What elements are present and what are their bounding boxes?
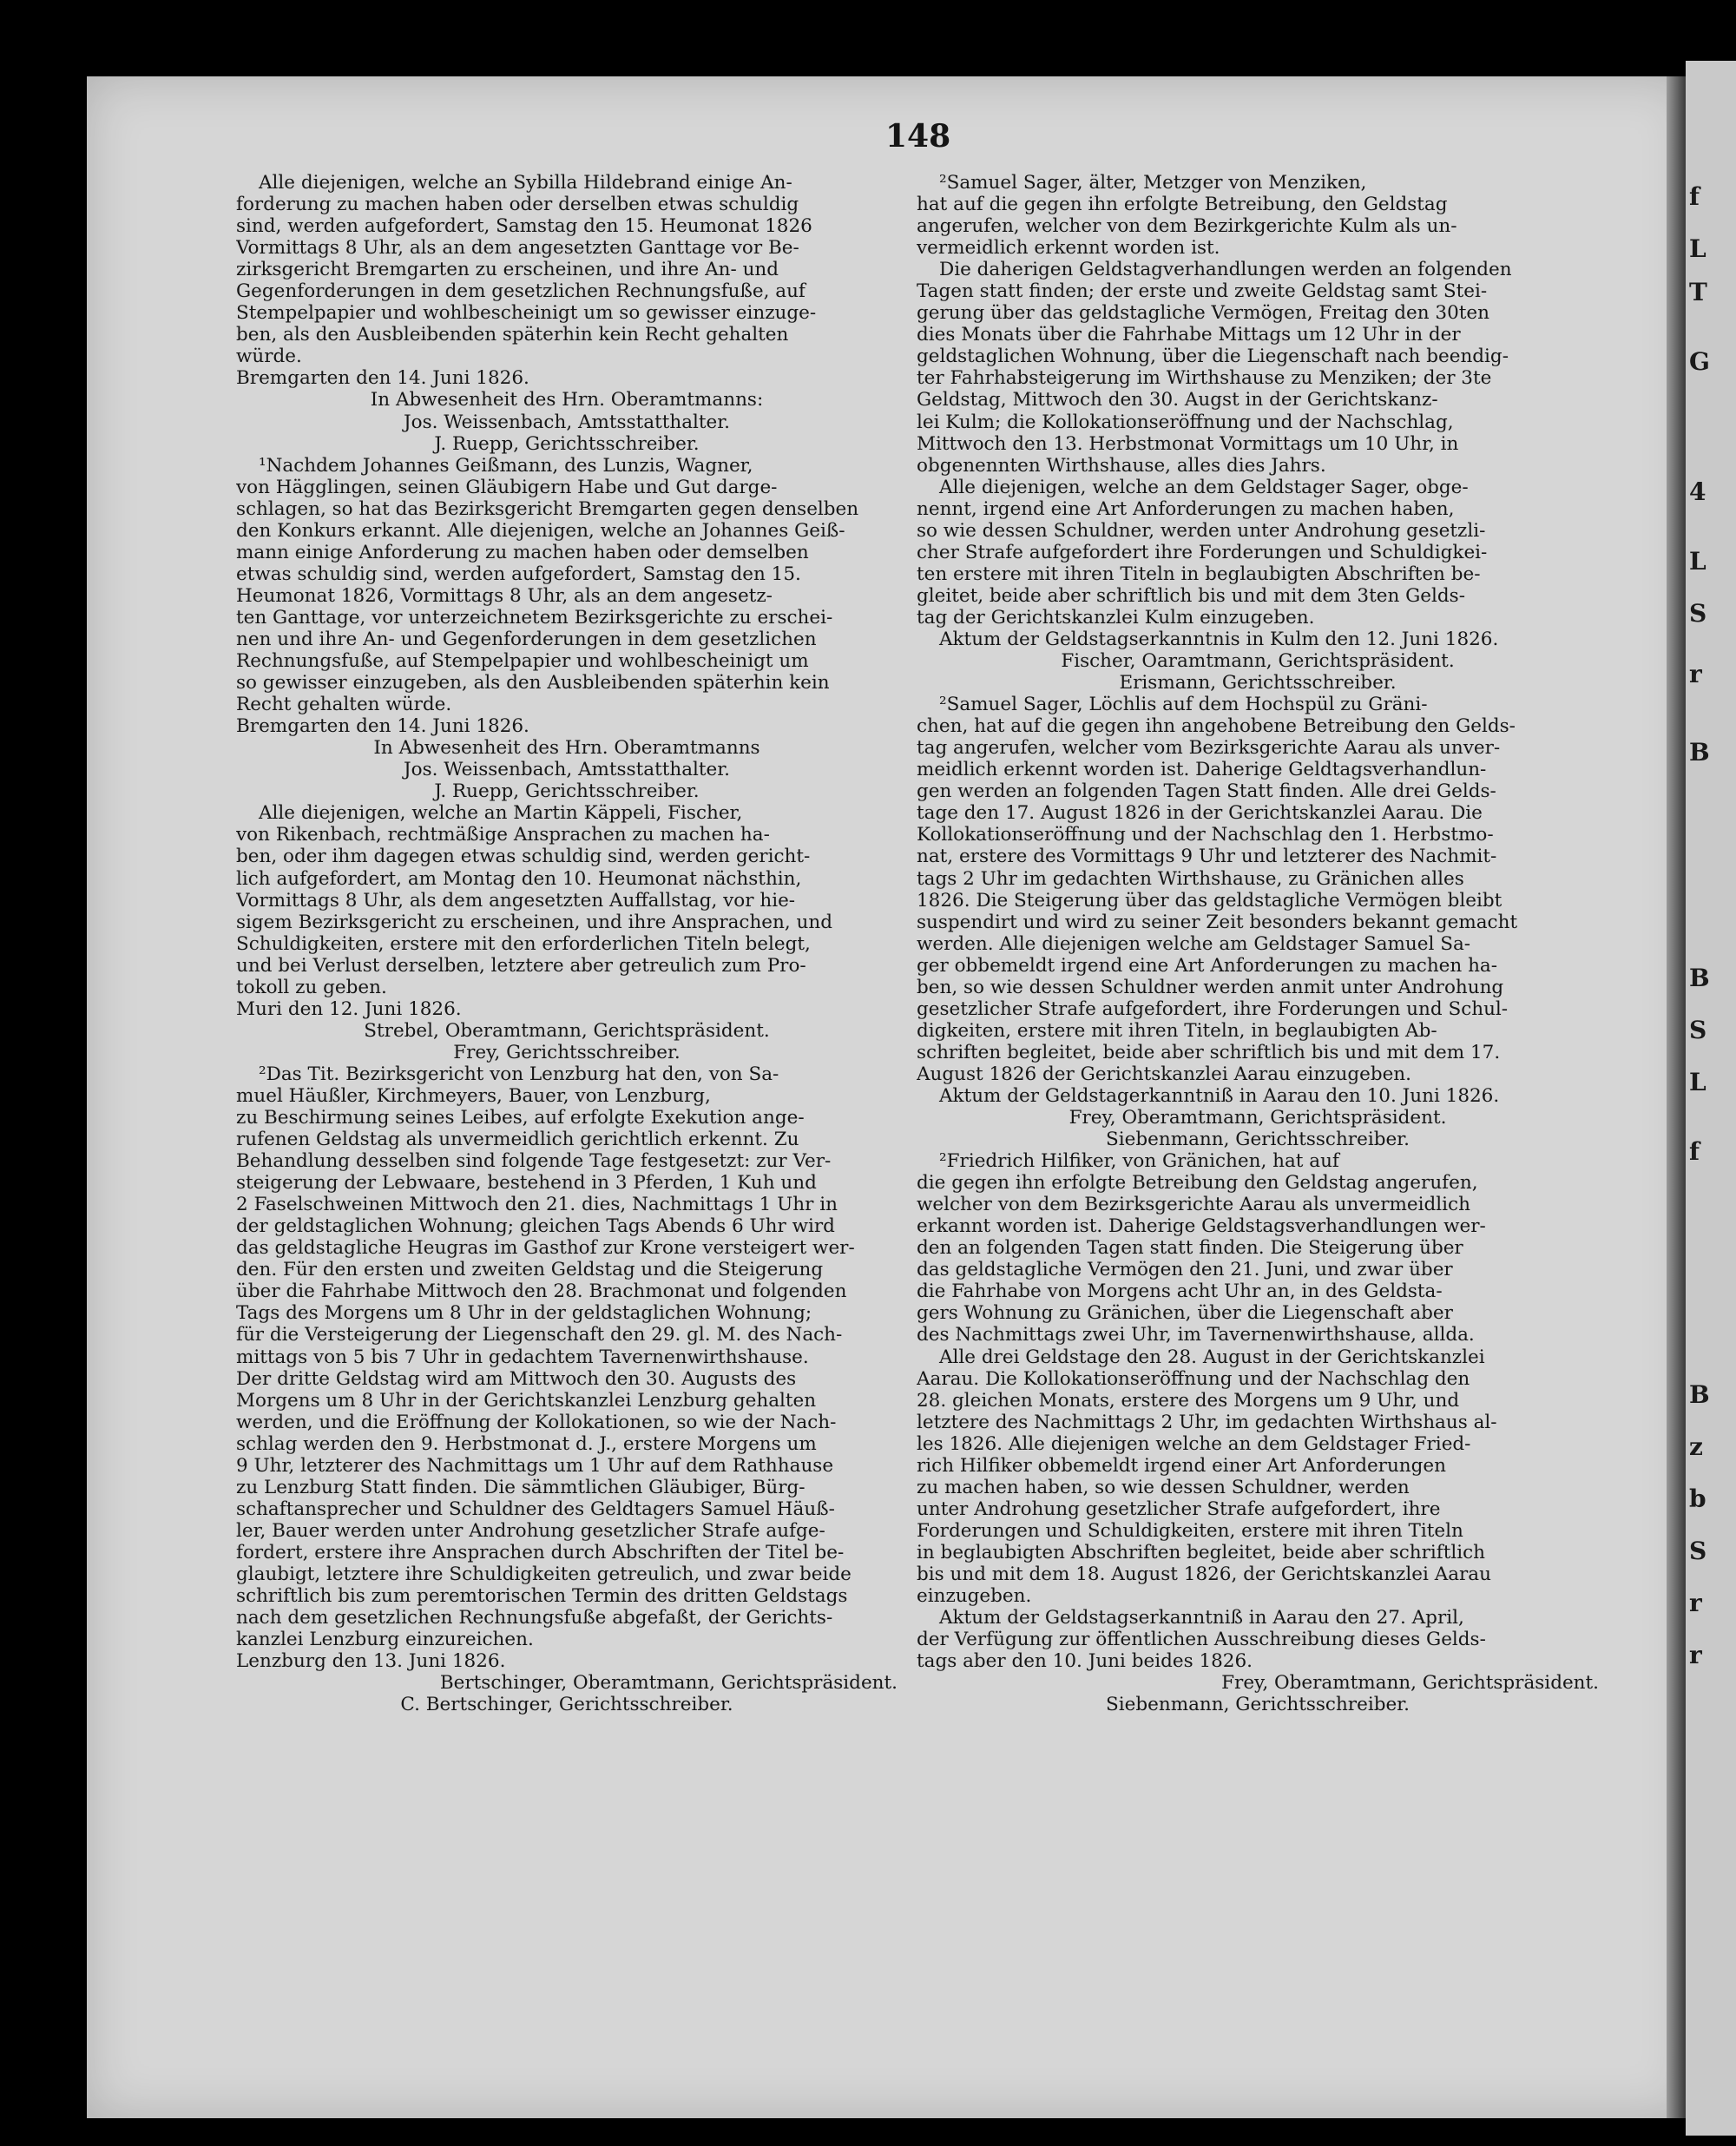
text-line: Alle diejenigen, welche an Martin Käppeli, Fischer,: [259, 802, 743, 825]
text-line: J. Ruepp, Gerichtsschreiber.: [434, 432, 700, 455]
text-line: ²Das Tit. Bezirksgericht von Lenzburg hat den, von Sa-: [259, 1063, 779, 1085]
text-line: Alle drei Geldstage den 28. August in der Gerichtskanzlei: [939, 1346, 1485, 1368]
text-line: J. Ruepp, Gerichtsschreiber.: [434, 780, 700, 803]
next-page-edge: [1686, 61, 1736, 2136]
text-line: einzugeben.: [917, 1585, 1032, 1608]
text-line: zu Beschirmung seines Leibes, auf erfolgte Exekution ange-: [236, 1107, 805, 1129]
text-line: von Hägglingen, seinen Gläubigern Habe und Gut darge-: [236, 476, 778, 498]
next-page-fragment: b: [1689, 1484, 1706, 1513]
text-line: würde.: [236, 346, 302, 368]
text-line: Aktum der Geldstagserkanntniß in Aarau den 27. April,: [939, 1607, 1464, 1629]
text-line: für die Versteigerung der Liegenschaft den 29. gl. M. des Nach-: [236, 1324, 843, 1346]
text-line: letztere des Nachmittags 2 Uhr, im gedachten Wirthshaus al-: [917, 1411, 1497, 1433]
text-line: Die daherigen Geldstagverhandlungen werden an folgenden: [939, 259, 1512, 281]
text-line: Frey, Oberamtmann, Gerichtspräsident.: [1069, 1107, 1447, 1129]
next-page-fragment: L: [1689, 234, 1706, 263]
right-column: [917, 172, 1599, 1715]
text-line: die gegen ihn erfolgte Betreibung den Geldstag angerufen,: [917, 1172, 1478, 1195]
text-line: Siebenmann, Gerichtsschreiber.: [1106, 1694, 1410, 1716]
text-line: Frey, Oberamtmann, Gerichtspräsident.: [1221, 1672, 1599, 1695]
text-line: 28. gleichen Monats, erstere des Morgens um 9 Uhr, und: [917, 1389, 1460, 1412]
text-line: Strebel, Oberamtmann, Gerichtspräsident.: [364, 1019, 770, 1042]
text-line: Jos. Weissenbach, Amtsstatthalter.: [404, 411, 730, 433]
text-line: so wie dessen Schuldner, werden unter Androhung gesetzli-: [917, 519, 1486, 542]
next-page-fragment: 4: [1689, 477, 1706, 506]
text-line: ²Samuel Sager, Löchlis auf dem Hochspül zu Gräni-: [939, 694, 1428, 716]
text-line: gleitet, beide aber schriftlich bis und mit dem 3ten Gelds-: [917, 584, 1465, 607]
text-line: Erismann, Gerichtsschreiber.: [1119, 672, 1397, 694]
text-line: Aktum der Geldstagserkanntnis in Kulm den 12. Juni 1826.: [939, 628, 1499, 650]
next-page-fragment: r: [1689, 660, 1702, 688]
text-line: ben, als den Ausbleibenden späterhin kein Recht gehalten: [236, 324, 789, 346]
text-line: Bremgarten den 14. Juni 1826.: [236, 367, 529, 390]
text-line: Fischer, Oaramtmann, Gerichtspräsident.: [1061, 650, 1455, 673]
text-line: Heumonat 1826, Vormittags 8 Uhr, als an dem angesetz-: [236, 584, 773, 607]
next-page-fragment: z: [1689, 1432, 1703, 1461]
text-line: Schuldigkeiten, erstere mit den erforderlichen Titeln belegt,: [236, 932, 811, 955]
text-line: Alle diejenigen, welche an dem Geldstager Sager, obge-: [939, 476, 1469, 498]
text-line: etwas schuldig sind, werden aufgefordert, Samstag den 15.: [236, 563, 801, 585]
text-line: meidlich erkennt worden ist. Daherige Geldtagsverhandlun-: [917, 759, 1487, 781]
next-page-fragment: S: [1689, 1537, 1707, 1565]
text-line: werden, und die Eröffnung der Kollokationen, so wie der Nach-: [236, 1411, 837, 1433]
text-line: fordert, erstere ihre Ansprachen durch Abschriften der Titel be-: [236, 1541, 845, 1563]
text-line: obgenennten Wirthshause, alles dies Jahrs.: [917, 454, 1326, 477]
text-line: Alle diejenigen, welche an Sybilla Hildebrand einige An-: [259, 172, 792, 194]
text-line: der geldstaglichen Wohnung; gleichen Tags Abends 6 Uhr wird: [236, 1215, 835, 1238]
next-page-fragment: G: [1689, 347, 1710, 376]
text-line: welcher von dem Bezirksgerichte Aarau als unvermeidlich: [917, 1194, 1470, 1216]
text-line: zu machen haben, so wie dessen Schuldner, werden: [917, 1476, 1410, 1498]
text-line: tags aber den 10. Juni beides 1826.: [917, 1650, 1253, 1673]
book-gutter: [1667, 76, 1686, 2118]
next-page-fragment: r: [1689, 1641, 1702, 1669]
text-line: Lenzburg den 13. Juni 1826.: [236, 1650, 506, 1673]
text-line: erkannt worden ist. Daherige Geldstagsverhandlungen wer-: [917, 1215, 1486, 1238]
next-page-fragment: B: [1689, 738, 1710, 767]
next-page-fragment: S: [1689, 599, 1707, 628]
next-page-fragment: f: [1689, 182, 1700, 211]
text-line: lei Kulm; die Kollokationseröffnung und der Nachschlag,: [917, 411, 1454, 433]
text-line: Stempelpapier und wohlbescheinigt um so gewisser einzuge-: [236, 302, 817, 325]
text-line: ben, oder ihm dagegen etwas schuldig sind, werden gericht-: [236, 846, 811, 868]
left-column: [236, 172, 898, 1715]
text-line: 1826. Die Steigerung über das geldstagliche Vermögen bleibt: [917, 889, 1503, 912]
text-line: rich Hilfiker obbemeldt irgend einer Art Anforderungen: [917, 1454, 1446, 1477]
text-line: August 1826 der Gerichtskanzlei Aarau einzugeben.: [917, 1063, 1411, 1085]
text-line: Gegenforderungen in dem gesetzlichen Rechnungsfuße, auf: [236, 280, 806, 303]
text-line: Bertschinger, Oberamtmann, Gerichtspräsident.: [439, 1672, 898, 1695]
text-line: gerung über das geldstagliche Vermögen, Freitag den 30ten: [917, 302, 1490, 325]
text-line: ²Friedrich Hilfiker, von Gränichen, hat auf: [939, 1150, 1339, 1173]
next-page-fragment: L: [1689, 547, 1706, 576]
text-line: geldstaglichen Wohnung, über die Liegenschaft nach beendig-: [917, 346, 1509, 368]
text-line: sigem Bezirksgericht zu erscheinen, und ihre Ansprachen, und: [236, 911, 833, 933]
text-line: ben, so wie dessen Schuldner werden anmit unter Androhung: [917, 976, 1504, 998]
text-line: hat auf die gegen ihn erfolgte Betreibung, den Geldstag: [917, 194, 1448, 216]
text-line: gesetzlicher Strafe aufgefordert, ihre Forderungen und Schul-: [917, 997, 1509, 1020]
text-line: schriften begleitet, beide aber schriftlich bis und mit dem 17.: [917, 1041, 1501, 1063]
text-line: sind, werden aufgefordert, Samstag den 15. Heumonat 1826: [236, 215, 812, 238]
text-line: schriftlich bis zum peremtorischen Termin des dritten Geldstags: [236, 1585, 848, 1608]
text-line: tag der Gerichtskanzlei Kulm einzugeben.: [917, 606, 1315, 629]
text-line: bis und mit dem 18. August 1826, der Gerichtskanzlei Aarau: [917, 1563, 1491, 1585]
text-line: ler, Bauer werden unter Androhung gesetzlicher Strafe aufge-: [236, 1519, 825, 1542]
text-line: gers Wohnung zu Gränichen, über die Liegenschaft aber: [917, 1302, 1453, 1325]
text-line: nen und ihre An- und Gegenforderungen in dem gesetzlichen: [236, 628, 817, 650]
text-line: les 1826. Alle diejenigen welche an dem Geldstager Fried-: [917, 1432, 1471, 1455]
text-line: Siebenmann, Gerichtsschreiber.: [1106, 1129, 1410, 1151]
next-page-fragment: r: [1689, 1589, 1702, 1617]
text-line: das geldstagliche Heugras im Gasthof zur Krone versteigert wer-: [236, 1237, 855, 1260]
text-line: dies Monats über die Fahrhabe Mittags um 12 Uhr in der: [917, 324, 1461, 346]
text-line: nennt, irgend eine Art Anforderungen zu machen haben,: [917, 497, 1455, 520]
text-line: tag angerufen, welcher vom Bezirksgerichte Aarau als unver-: [917, 737, 1501, 760]
text-line: glaubigt, letztere ihre Schuldigkeiten getreulich, und zwar beide: [236, 1563, 852, 1585]
text-line: unter Androhung gesetzlicher Strafe aufgefordert, ihre: [917, 1498, 1441, 1520]
text-line: den. Für den ersten und zweiten Geldstag und die Steigerung: [236, 1259, 824, 1281]
text-line: suspendirt und wird zu seiner Zeit besonders bekannt gemacht: [917, 911, 1518, 933]
text-line: Muri den 12. Juni 1826.: [236, 997, 462, 1020]
text-line: Rechnungsfuße, auf Stempelpapier und wohlbescheinigt um: [236, 650, 809, 673]
page-number: 148: [885, 118, 951, 155]
text-line: Morgens um 8 Uhr in der Gerichtskanzlei Lenzburg gehalten: [236, 1389, 817, 1412]
text-line: 9 Uhr, letzterer des Nachmittags um 1 Uhr auf dem Rathhause: [236, 1454, 834, 1477]
text-line: Recht gehalten würde.: [236, 694, 452, 716]
text-line: lich aufgefordert, am Montag den 10. Heumonat nächsthin,: [236, 867, 802, 890]
text-line: des Nachmittags zwei Uhr, im Tavernenwirthshause, allda.: [917, 1324, 1475, 1346]
text-line: nach dem gesetzlichen Rechnungsfuße abgefaßt, der Gerichts-: [236, 1607, 833, 1629]
text-line: gen werden an folgenden Tagen Statt finden. Alle drei Gelds-: [917, 780, 1496, 803]
text-line: schaftansprecher und Schuldner des Geldtagers Samuel Häuß-: [236, 1498, 835, 1520]
text-line: Vormittags 8 Uhr, als an dem angesetzten Ganttage vor Be-: [236, 237, 799, 260]
text-line: Tagen statt finden; der erste und zweite Geldstag samt Stei-: [917, 280, 1488, 303]
text-line: von Rikenbach, rechtmäßige Ansprachen zu machen ha-: [236, 824, 770, 846]
text-line: zu Lenzburg Statt finden. Die sämmtlichen Gläubiger, Bürg-: [236, 1476, 806, 1498]
next-page-fragment: T: [1689, 278, 1707, 306]
text-line: Mittwoch den 13. Herbstmonat Vormittags um 10 Uhr, in: [917, 432, 1459, 455]
next-page-fragment: B: [1689, 1380, 1710, 1409]
text-line: mann einige Anforderung zu machen haben oder demselben: [236, 541, 809, 563]
next-page-fragment: B: [1689, 964, 1710, 992]
text-line: Tags des Morgens um 8 Uhr in der geldstaglichen Wohnung;: [236, 1302, 812, 1325]
text-line: Vormittags 8 Uhr, als dem angesetzten Auffallstag, vor hie-: [236, 889, 796, 912]
text-line: Forderungen und Schuldigkeiten, erstere mit ihren Titeln: [917, 1519, 1463, 1542]
text-line: cher Strafe aufgefordert ihre Forderungen und Schuldigkei-: [917, 541, 1488, 563]
text-line: über die Fahrhabe Mittwoch den 28. Brachmonat und folgenden: [236, 1280, 847, 1303]
text-line: vermeidlich erkennt worden ist.: [917, 237, 1220, 260]
text-line: Jos. Weissenbach, Amtsstatthalter.: [404, 759, 730, 781]
text-line: 2 Faselschweinen Mittwoch den 21. dies, Nachmittags 1 Uhr in: [236, 1194, 838, 1216]
text-line: so gewisser einzugeben, als den Ausbleibenden späterhin kein: [236, 672, 830, 694]
text-line: das geldstagliche Vermögen den 21. Juni, und zwar über: [917, 1259, 1453, 1281]
text-line: In Abwesenheit des Hrn. Oberamtmanns: [373, 737, 760, 760]
next-page-fragment: L: [1689, 1068, 1706, 1096]
text-line: forderung zu machen haben oder derselben etwas schuldig: [236, 194, 799, 216]
text-line: rufenen Geldstag als unvermeidlich gerichtlich erkennt. Zu: [236, 1129, 799, 1151]
text-line: Kollokationseröffnung und der Nachschlag den 1. Herbstmo-: [917, 824, 1494, 846]
text-line: steigerung der Lebwaare, bestehend in 3 Pferden, 1 Kuh und: [236, 1172, 817, 1195]
text-line: mittags von 5 bis 7 Uhr in gedachtem Tavernenwirthshause.: [236, 1346, 809, 1368]
text-line: muel Häußler, Kirchmeyers, Bauer, von Lenzburg,: [236, 1084, 711, 1107]
text-line: zirksgericht Bremgarten zu erscheinen, und ihre An- und: [236, 259, 779, 281]
text-line: Geldstag, Mittwoch den 30. Augst in der Gerichtskanz-: [917, 389, 1438, 411]
next-page-fragment: f: [1689, 1137, 1700, 1166]
text-line: in beglaubigten Abschriften begleitet, beide aber schriftlich: [917, 1541, 1485, 1563]
text-line: die Fahrhabe von Morgens acht Uhr an, in des Geldsta-: [917, 1280, 1443, 1303]
text-line: ²Samuel Sager, älter, Metzger von Menziken,: [939, 172, 1367, 194]
text-line: Aarau. Die Kollokationseröffnung und der Nachschlag den: [917, 1367, 1470, 1390]
text-line: tage den 17. August 1826 in der Gerichtskanzlei Aarau. Die: [917, 802, 1483, 825]
text-line: ten erstere mit ihren Titeln in beglaubigten Abschriften be-: [917, 563, 1481, 585]
text-line: werden. Alle diejenigen welche am Geldstager Samuel Sa-: [917, 932, 1471, 955]
text-line: tags 2 Uhr im gedachten Wirthshause, zu Gränichen alles: [917, 867, 1464, 890]
text-line: und bei Verlust derselben, letztere aber getreulich zum Pro-: [236, 954, 806, 977]
text-line: chen, hat auf die gegen ihn angehobene Betreibung den Gelds-: [917, 715, 1516, 738]
text-line: Frey, Gerichtsschreiber.: [453, 1041, 681, 1063]
text-line: C. Bertschinger, Gerichtsschreiber.: [400, 1694, 733, 1716]
text-line: ter Fahrhabsteigerung im Wirthshause zu Menziken; der 3te: [917, 367, 1492, 390]
text-line: den an folgenden Tagen statt finden. Die Steigerung über: [917, 1237, 1463, 1260]
text-line: Bremgarten den 14. Juni 1826.: [236, 715, 529, 738]
text-line: angerufen, welcher von dem Bezirkgerichte Kulm als un-: [917, 215, 1457, 238]
text-line: schlagen, so hat das Bezirksgericht Bremgarten gegen denselben: [236, 497, 859, 520]
text-line: ¹Nachdem Johannes Geißmann, des Lunzis, Wagner,: [259, 454, 753, 477]
text-line: Behandlung desselben sind folgende Tage festgesetzt: zur Ver-: [236, 1150, 832, 1173]
text-line: digkeiten, erstere mit ihren Titeln, in beglaubigten Ab-: [917, 1019, 1437, 1042]
text-line: kanzlei Lenzburg einzureichen.: [236, 1629, 534, 1651]
text-line: den Konkurs erkannt. Alle diejenigen, welche an Johannes Geiß-: [236, 519, 845, 542]
next-page-fragment: S: [1689, 1016, 1707, 1044]
text-line: tokoll zu geben.: [236, 976, 387, 998]
text-line: ger obbemeldt irgend eine Art Anforderungen zu machen ha-: [917, 954, 1497, 977]
text-line: der Verfügung zur öffentlichen Ausschreibung dieses Gelds-: [917, 1629, 1486, 1651]
text-line: schlag werden den 9. Herbstmonat d. J., erstere Morgens um: [236, 1432, 817, 1455]
text-line: Aktum der Geldstagerkanntniß in Aarau den 10. Juni 1826.: [939, 1084, 1500, 1107]
text-line: ten Ganttage, vor unterzeichnetem Bezirksgerichte zu erschei-: [236, 606, 833, 629]
text-line: Der dritte Geldstag wird am Mittwoch den 30. Augusts des: [236, 1367, 797, 1390]
text-line: nat, erstere des Vormittags 9 Uhr und letzterer des Nachmit-: [917, 846, 1497, 868]
text-line: In Abwesenheit des Hrn. Oberamtmanns:: [370, 389, 764, 411]
